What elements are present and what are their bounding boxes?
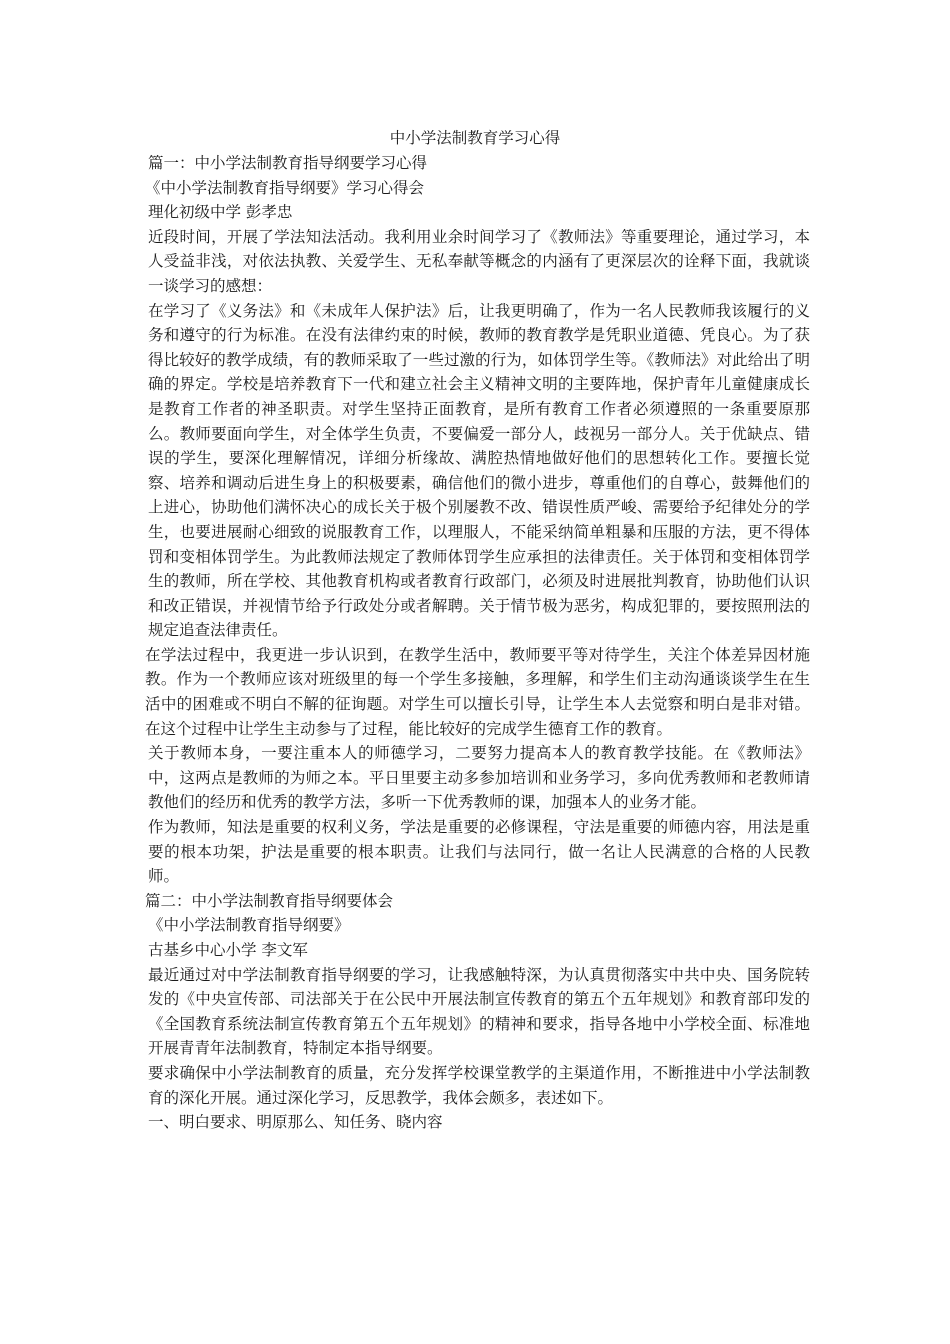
paragraph: 《中小学法制教育指导纲要》 <box>148 916 350 935</box>
paragraph: 篇二：中小学法制教育指导纲要体会 <box>145 891 394 910</box>
paragraph: 在学习了《义务法》和《未成年人保护法》后，让我更明确了，作为一名人民教师我该履行的义务和遵守的行为标准。在没有法律约束的时候，教师的教育教学是凭职业道德、凭良心。为了获得比较好的教学成绩，有的教师采取了一些过激的行为，如体罚学生等。《教师法》对此给出了明确的界定。学校是培养教育下一代和建立社会主义精神文明的主要阵地，保护青年儿童健康成长是教育工作者的神圣职责。对学生坚持正面教育，是所有教育工作者必须遵照的一条重要原那么。教师要面向学生，对全体学生负责，不要偏爱一部分人，歧视另一部分人。关于优缺点、错误的学生，要深化理解情况，详细分析缘故、满腔热情地做好他们的思想转化工作。要擅长觉察、培养和调动后进生身上的积极要素，确信他们的微小进步，尊重他们的自尊心，鼓舞他们的上进心，协助他们满怀决心的成长关于极个别屡教不改、错误性质严峻、需要给予纪律处分的学生，也要进展耐心细致的说服教育工作，以理服人，不能采纳简单粗暴和压服的方法，更不得体罚和变相体罚学生。为此教师法规定了教师体罚学生应承担的法律责任。关于体罚和变相体罚学生的教师，所在学校、其他教育机构或者教育行政部门，必须及时进展批判教育，协助他们认识和改正错误，并视情节给予行政处分或者解聘。关于情节极为恶劣，构成犯罪的，要按照刑法的规定追查法律责任。 <box>148 301 810 640</box>
paragraph: 作为教师，知法是重要的权利义务，学法是重要的必修课程，守法是重要的师德内容，用法是重要的根本功架，护法是重要的根本职责。让我们与法同行，做一名让人民满意的合格的人民教师。 <box>148 818 810 886</box>
paragraph: 在学法过程中，我更进一步认识到，在教学生活中，教师要平等对待学生，关注个体差异因材施教。作为一个教师应该对班级里的每一个学生多接触，多理解，和学生们主动沟通谈谈学生在生活中的困难或不明白不解的征询题。对学生可以擅长引导，让学生本人去觉察和明白是非对错。在这个过程中让学生主动参与了过程，能比较好的完成学生德育工作的教育。 <box>145 645 810 738</box>
paragraph: 《中小学法制教育指导纲要》学习心得会 <box>145 178 425 197</box>
paragraph: 理化初级中学 彭孝忠 <box>148 203 293 222</box>
paragraph: 一、明白要求、明原那么、知任务、晓内容 <box>148 1113 443 1132</box>
paragraph: 篇一：中小学法制教育指导纲要学习心得 <box>148 154 428 172</box>
paragraph: 要求确保中小学法制教育的质量，充分发挥学校课堂教学的主渠道作用，不断推进中小学法制教育的深化开展。通过深化学习，反思教学，我体会颇多，表述如下。 <box>148 1063 810 1107</box>
document-title: 中小学法制教育学习心得 <box>389 129 561 147</box>
paragraph: 近段时间，开展了学法知法活动。我利用业余时间学习了《教师法》等重要理论，通过学习，本人受益非浅，对依法执教、关爱学生、无私奉献等概念的内涵有了更深层次的诠释下面，我就谈一谈学习的感想： <box>148 227 810 295</box>
document-body <box>145 151 810 1135</box>
paragraph: 古基乡中心小学 李文军 <box>148 941 308 959</box>
paragraph: 关于教师本身，一要注重本人的师德学习，二要努力提高本人的教育教学技能。在《教师法》中，这两点是教师的为师之本。平日里要主动多参加培训和业务学习，多向优秀教师和老教师请教他们的经历和优秀的教学方法，多听一下优秀教师的课，加强本人的业务才能。 <box>148 744 810 812</box>
paragraph: 最近通过对中学法制教育指导纲要的学习，让我感触特深，为认真贯彻落实中共中央、国务院转发的《中央宣传部、司法部关于在公民中开展法制宣传教育的第五个五年规划》和教育部印发的《全国教育系统法制宣传教育第五个五年规划》的精神和要求，指导各地中小学校全面、标准地开展青青年法制教育，特制定本指导纲要。 <box>148 965 810 1058</box>
